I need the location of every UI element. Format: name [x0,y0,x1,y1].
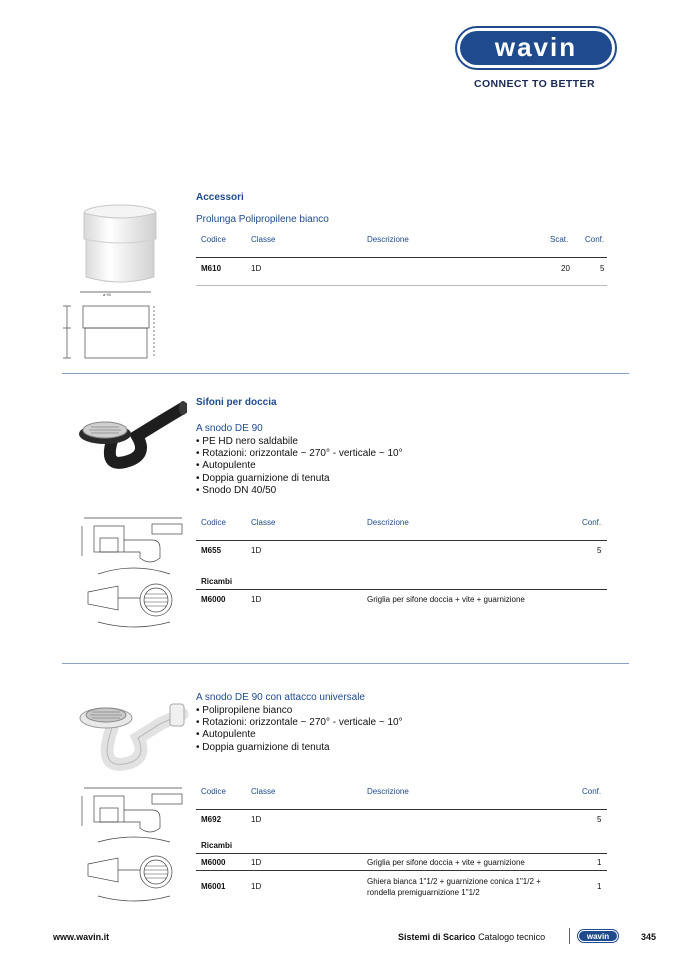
logo-text: wavin [494,32,578,62]
col-header-codice: Codice [201,235,226,244]
product-title-universale: A snodo DE 90 con attacco universale [196,692,365,703]
table-cell-codice: M610 [201,264,222,273]
col-header-conf: Conf. [585,235,605,244]
list-item: • Autopulente [196,729,403,741]
table-cell-conf: 5 [597,815,602,824]
table-rule [196,853,607,854]
descrizione-line: Ghiera bianca 1"1/2 + guarnizione conica 1"1/2 + [367,877,541,886]
table-cell-conf: 1 [597,882,602,891]
table-cell-classe: 1D [251,264,262,273]
table-cell-classe: 1D [251,546,262,555]
wavin-logo[interactable] [455,26,617,70]
col-header-conf: Conf. [582,787,602,796]
section-title-sifoni: Sifoni per doccia [196,397,277,408]
sifone-nero-photo [75,382,187,477]
table-cell-codice: M6001 [201,882,226,891]
brand-tagline: CONNECT TO BETTER [474,78,595,90]
col-header-classe: Classe [251,235,276,244]
table-cell-codice: M692 [201,815,222,824]
section-separator [62,663,629,664]
list-item: • Autopulente [196,460,403,472]
table-rule [196,589,607,590]
sifone-bianco-photo [78,688,190,779]
col-header-codice: Codice [201,787,226,796]
list-item: • Polipropilene bianco [196,705,403,717]
footer-mini-logo [577,929,619,948]
table-cell-codice: M6000 [201,595,226,604]
page-number: 345 [641,932,657,942]
feature-list [196,436,403,497]
table-cell-scat: 20 [561,264,570,273]
table-cell-codice: M655 [201,546,222,555]
table-cell-descrizione: Griglia per sifone doccia + vite + guarnizione [367,595,525,604]
col-header-classe: Classe [251,787,276,796]
table-rule [196,809,607,810]
table-rule [196,257,607,258]
table-cell-classe: 1D [251,858,262,867]
prolunga-drawing [55,288,157,367]
prolunga-photo [80,203,160,290]
table-rule [196,870,607,871]
table-cell-classe: 1D [251,815,262,824]
list-item: • Rotazioni: orizzontale ~ 270° - verticale ~ 10° [196,717,403,729]
footer-catalog-bold: Sistemi di Scarico [398,932,476,942]
ricambi-label: Ricambi [201,577,233,586]
col-header-descrizione: Descrizione [367,787,409,796]
sifone-bianco-drawing [78,782,188,913]
mini-logo-text: wavin [586,932,610,941]
table-rule [196,540,607,541]
table-cell-descrizione [367,876,541,898]
col-header-classe: Classe [251,518,276,527]
table-rule [196,285,607,286]
list-item: • Doppia guarnizione di tenuta [196,742,403,754]
sifone-nero-drawing [78,512,188,637]
table-cell-classe: 1D [251,882,262,891]
table-cell-conf: 5 [600,264,605,273]
col-header-conf: Conf. [582,518,602,527]
descrizione-line: rondella premiguarnizione 1"1/2 [367,888,480,897]
table-cell-codice: M6000 [201,858,226,867]
footer-catalog-title [398,932,545,942]
svg-text:ø 90: ø 90 [103,292,112,297]
table-cell-descrizione: Griglia per sifone doccia + vite + guarnizione [367,858,525,867]
table-cell-classe: 1D [251,595,262,604]
feature-list [196,705,403,754]
col-header-descrizione: Descrizione [367,235,409,244]
table-cell-conf: 5 [597,546,602,555]
product-title-prolunga: Prolunga Polipropilene bianco [196,214,329,225]
col-header-scat: Scat. [550,235,569,244]
table-cell-conf: 1 [597,858,602,867]
col-header-descrizione: Descrizione [367,518,409,527]
footer-catalog-rest: Catalogo tecnico [478,932,546,942]
ricambi-label: Ricambi [201,841,233,850]
list-item: • Rotazioni: orizzontale ~ 270° - verticale ~ 10° [196,448,403,460]
section-title-accessori: Accessori [196,192,244,203]
list-item: • PE HD nero saldabile [196,436,403,448]
list-item: • Snodo DN 40/50 [196,485,403,497]
footer-divider [569,928,570,944]
footer-website-link[interactable]: www.wavin.it [53,932,110,942]
section-separator [62,373,629,374]
product-title-snodo: A snodo DE 90 [196,423,263,434]
col-header-codice: Codice [201,518,226,527]
list-item: • Doppia guarnizione di tenuta [196,473,403,485]
